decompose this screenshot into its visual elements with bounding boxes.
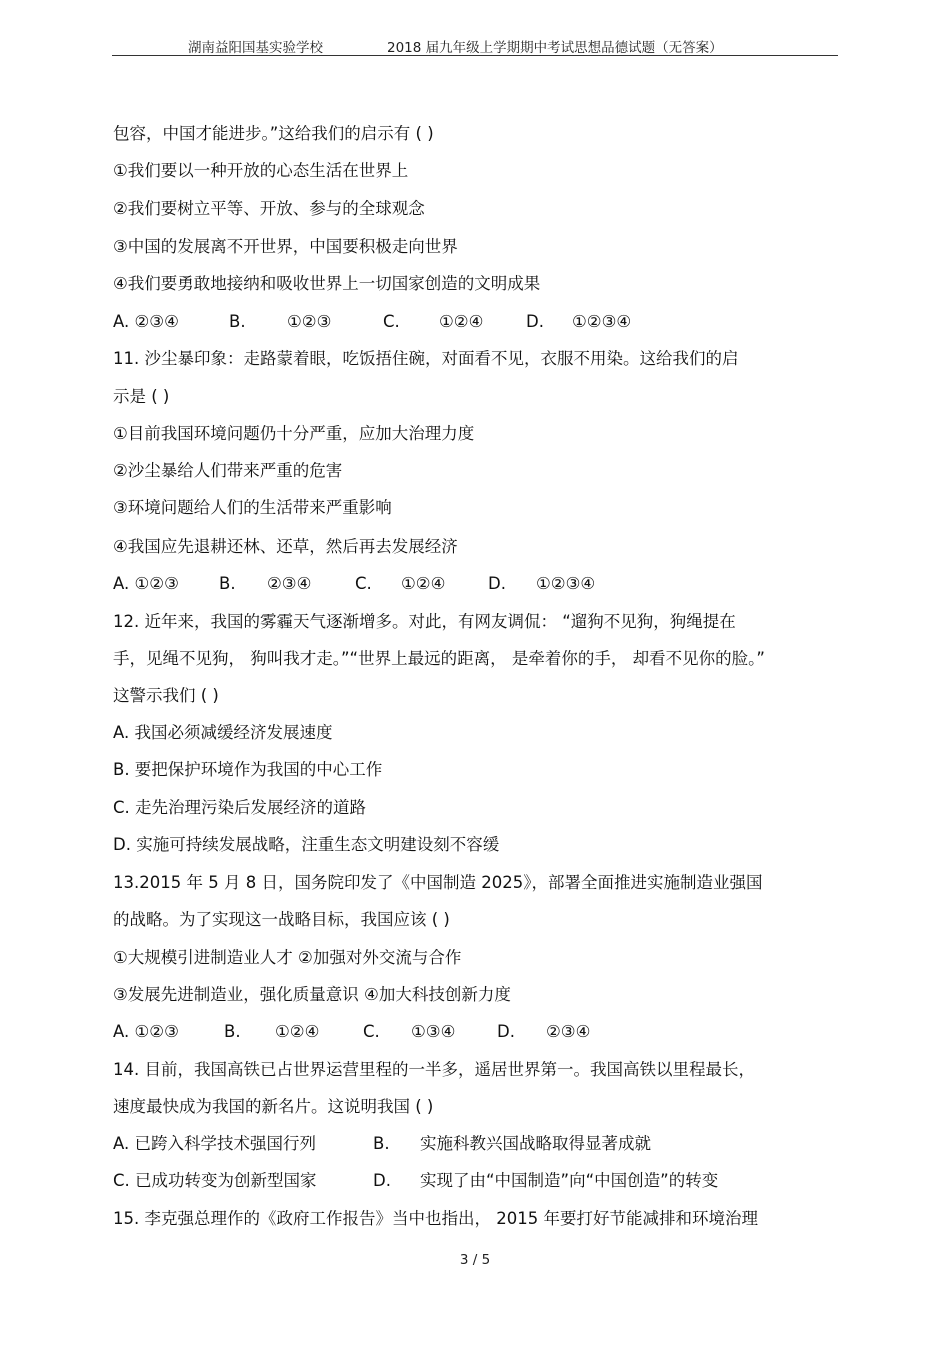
option-c: ①③④ <box>411 1022 456 1041</box>
header-school: 湖南益阳国基实验学校 <box>188 40 323 56</box>
option-c: ①②④ <box>401 574 446 593</box>
option-d-label: D. <box>488 574 506 593</box>
option-d-label: D. <box>497 1022 515 1041</box>
option-c-label: C. <box>363 1022 380 1041</box>
option-b-label: B. <box>373 1134 390 1153</box>
text-line: ②沙尘暴给人们带来严重的危害 <box>113 461 343 480</box>
text-line: ④我国应先退耕还林、还草，然后再去发展经济 <box>113 537 458 556</box>
text-line: 13.2015 年 5 月 8 日，国务院印发了《中国制造 2025》，部署全面推进实施制造业强国 <box>113 873 763 892</box>
text-line: ③中国的发展离不开世界，中国要积极走向世界 <box>113 237 458 256</box>
text-line: 15. 李克强总理作的《政府工作报告》当中也指出， 2015 年要打好节能减排和环境治理 <box>113 1209 758 1228</box>
text-line: ③环境问题给人们的生活带来严重影响 <box>113 498 392 517</box>
option-c-label: C. <box>355 574 372 593</box>
option-d: 实现了由“中国制造”向“中国创造”的转变 <box>420 1171 719 1190</box>
text-line: 14. 目前，我国高铁已占世界运营里程的一半多，遥居世界第一。我国高铁以里程最长， <box>113 1060 755 1079</box>
option-a: A. 已跨入科学技术强国行列 <box>113 1134 316 1153</box>
text-line: ①大规模引进制造业人才 ②加强对外交流与合作 <box>113 948 462 967</box>
option-b: ②③④ <box>267 574 312 593</box>
text-line: 这警示我们 ( ) <box>113 686 219 705</box>
option-d: ①②③④ <box>572 312 632 331</box>
text-line: ①我们要以一种开放的心态生活在世界上 <box>113 161 409 180</box>
option-b: ①②④ <box>275 1022 320 1041</box>
option-d-label: D. <box>526 312 544 331</box>
text-line: 的战略。为了实现这一战略目标，我国应该 ( ) <box>113 910 450 929</box>
option-d-label: D. <box>373 1171 391 1190</box>
header-rule <box>112 55 838 56</box>
option-d: ②③④ <box>546 1022 591 1041</box>
option-d: ①②③④ <box>536 574 596 593</box>
page-number: 3 / 5 <box>459 1252 491 1268</box>
option-a: A. ②③④ <box>113 312 179 331</box>
header-title: 2018 届九年级上学期期中考试思想品德试题（无答案） <box>387 40 723 56</box>
text-line: 速度最快成为我国的新名片。这说明我国 ( ) <box>113 1097 434 1116</box>
option-b-label: B. <box>219 574 236 593</box>
text-line: B. 要把保护环境作为我国的中心工作 <box>113 760 383 779</box>
text-line: ①目前我国环境问题仍十分严重，应加大治理力度 <box>113 424 475 443</box>
option-a: A. ①②③ <box>113 574 179 593</box>
option-b: ①②③ <box>287 312 332 331</box>
text-line: ④我们要勇敢地接纳和吸收世界上一切国家创造的文明成果 <box>113 274 541 293</box>
text-line: 包容，中国才能进步。”这给我们的启示有 ( ) <box>113 124 434 143</box>
text-line: 手，见绳不见狗， 狗叫我才走。”“世界上最远的距离， 是牵着你的手， 却看不见你的脸。” <box>113 649 765 668</box>
option-b-label: B. <box>224 1022 241 1041</box>
text-line: ③发展先进制造业，强化质量意识 ④加大科技创新力度 <box>113 985 511 1004</box>
text-line: A. 我国必须减缓经济发展速度 <box>113 723 333 742</box>
text-line: ②我们要树立平等、开放、参与的全球观念 <box>113 199 425 218</box>
option-a: A. ①②③ <box>113 1022 179 1041</box>
option-b-label: B. <box>229 312 246 331</box>
option-c: C. 已成功转变为创新型国家 <box>113 1171 317 1190</box>
text-line: 11. 沙尘暴印象：走路蒙着眼，吃饭捂住碗，对面看不见，衣服不用染。这给我们的启 <box>113 349 739 368</box>
text-line: 示是 ( ) <box>113 387 170 406</box>
option-c: ①②④ <box>439 312 484 331</box>
text-line: C. 走先治理污染后发展经济的道路 <box>113 798 367 817</box>
option-b: 实施科教兴国战略取得显著成就 <box>420 1134 651 1153</box>
text-line: 12. 近年来，我国的雾霾天气逐渐增多。对此，有网友调侃： “遛狗不见狗，狗绳提在 <box>113 612 736 631</box>
option-c-label: C. <box>383 312 400 331</box>
text-line: D. 实施可持续发展战略，注重生态文明建设刻不容缓 <box>113 835 500 854</box>
